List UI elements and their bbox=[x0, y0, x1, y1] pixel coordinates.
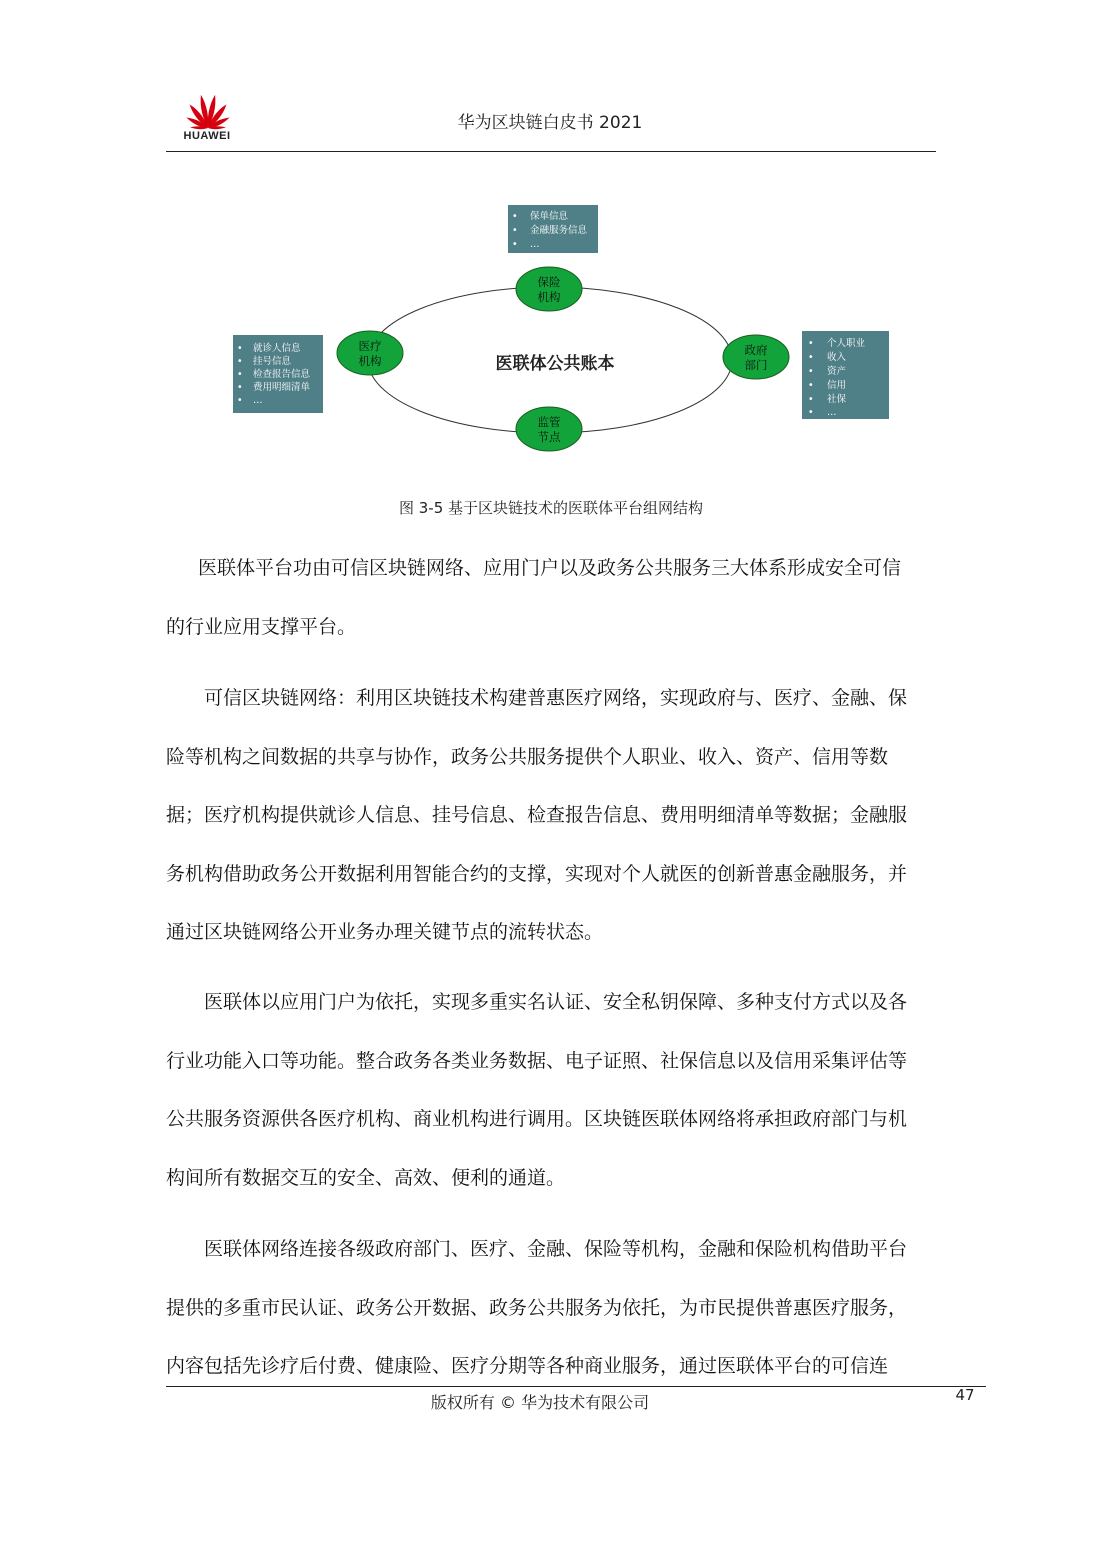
medical-info-item: 挂号信息 bbox=[253, 356, 292, 367]
regulator-node-label: 节点 bbox=[537, 430, 561, 444]
government-info-box bbox=[802, 331, 889, 419]
paragraph-line: 构间所有数据交互的安全、高效、便利的通道。 bbox=[166, 1166, 566, 1189]
government-info-item: 收入 bbox=[827, 352, 847, 363]
header-title: 华为区块链白皮书 2021 bbox=[457, 113, 643, 133]
footer-divider bbox=[166, 1386, 986, 1387]
paragraph-line: 可信区块链网络：利用区块链技术构建普惠医疗网络，实现政府与、医疗、金融、保 bbox=[204, 687, 908, 709]
footer-copyright: 版权所有 © 华为技术有限公司 bbox=[430, 1393, 650, 1412]
insurance-node bbox=[516, 267, 582, 311]
medical-info-item: 就诊人信息 bbox=[253, 343, 301, 354]
insurance-info-item: … bbox=[530, 239, 540, 250]
paragraph-line: 公共服务资源供各医疗机构、商业机构进行调用。区块链医联体网络将承担政府部门与机 bbox=[166, 1108, 908, 1130]
government-node bbox=[723, 335, 789, 379]
government-node-label: 部门 bbox=[744, 358, 768, 372]
paragraph-line: 的行业应用支撑平台。 bbox=[166, 615, 357, 638]
medical-node-label: 医疗 bbox=[358, 339, 382, 353]
ledger-label: 医联体公共账本 bbox=[495, 354, 615, 374]
logo-wordmark: HUAWEI bbox=[183, 130, 231, 142]
government-info-item: 个人职业 bbox=[827, 338, 866, 349]
medical-info-item: 费用明细清单 bbox=[253, 382, 311, 393]
government-info-item: 资产 bbox=[827, 366, 847, 377]
insurance-node-label: 机构 bbox=[537, 290, 561, 304]
insurance-info-item: 保单信息 bbox=[530, 211, 569, 222]
insurance-info-box bbox=[508, 205, 598, 253]
paragraph bbox=[166, 686, 926, 979]
medical-info-item: 检查报告信息 bbox=[253, 369, 311, 380]
government-node-label: 政府 bbox=[744, 343, 768, 357]
svg-text:• 就诊人信息 • 挂号: • 就诊人信息 • 挂号信息 • 检查报告信息 • 费用明细清单 • … bbox=[237, 343, 311, 406]
network-diagram bbox=[220, 195, 900, 460]
svg-text:• 个人职业 • 收入: • 个人职业 • 收入 • 资产 • 信用 • 社保 • … bbox=[808, 338, 866, 418]
paragraph-line: 医联体网络连接各级政府部门、医疗、金融、保险等机构，金融和保险机构借助平台 bbox=[204, 1238, 908, 1260]
paragraph-line: 通过区块链网络公开业务办理关键节点的流转状态。 bbox=[166, 921, 604, 943]
paragraph-line: 医联体以应用门户为依托，实现多重实名认证、安全私钥保障、多种支付方式以及各 bbox=[204, 991, 908, 1013]
header-divider bbox=[166, 151, 936, 152]
medical-node bbox=[337, 331, 403, 375]
government-info-item: … bbox=[827, 407, 837, 418]
svg-text:• 保单信息 • 金融服: • 保单信息 • 金融服务信息 • … bbox=[512, 211, 588, 250]
medical-node-label: 机构 bbox=[358, 354, 382, 368]
medical-info-item: … bbox=[253, 395, 263, 406]
regulator-node bbox=[516, 407, 582, 451]
insurance-info-item: 金融服务信息 bbox=[530, 225, 588, 236]
page-number: 47 bbox=[955, 1386, 975, 1404]
paragraph-line: 行业功能入口等功能。整合政务各类业务数据、电子证照、社保信息以及信用采集评估等 bbox=[166, 1049, 908, 1072]
paragraph-line: 险等机构之间数据的共享与协作，政务公共服务提供个人职业、收入、资产、信用等数 bbox=[166, 745, 889, 768]
medical-info-box bbox=[233, 335, 323, 413]
regulator-node-label: 监管 bbox=[537, 415, 561, 429]
paragraph-line: 务机构借助政务公开数据利用智能合约的支撑，实现对个人就医的创新普惠金融服务，并 bbox=[166, 862, 908, 885]
paragraph bbox=[166, 990, 926, 1224]
paragraph-line: 提供的多重市民认证、政务公开数据、政务公共服务为依托，为市民提供普惠医疗服务， bbox=[166, 1296, 908, 1319]
paragraph bbox=[166, 556, 926, 673]
paragraph-line: 内容包括先诊疗后付费、健康险、医疗分期等各种商业服务，通过医联体平台的可信连 bbox=[166, 1355, 889, 1377]
insurance-node-label: 保险 bbox=[537, 275, 561, 289]
government-info-item: 社保 bbox=[827, 394, 847, 405]
figure-caption: 图 3-5 基于区块链技术的医联体平台组网结构 bbox=[398, 499, 704, 517]
government-info-item: 信用 bbox=[827, 380, 847, 391]
paragraph-line: 据；医疗机构提供就诊人信息、挂号信息、检查报告信息、费用明细清单等数据；金融服 bbox=[166, 804, 908, 826]
paragraph-line: 医联体平台功由可信区块链网络、应用门户以及政务公共服务三大体系形成安全可信 bbox=[198, 557, 902, 579]
